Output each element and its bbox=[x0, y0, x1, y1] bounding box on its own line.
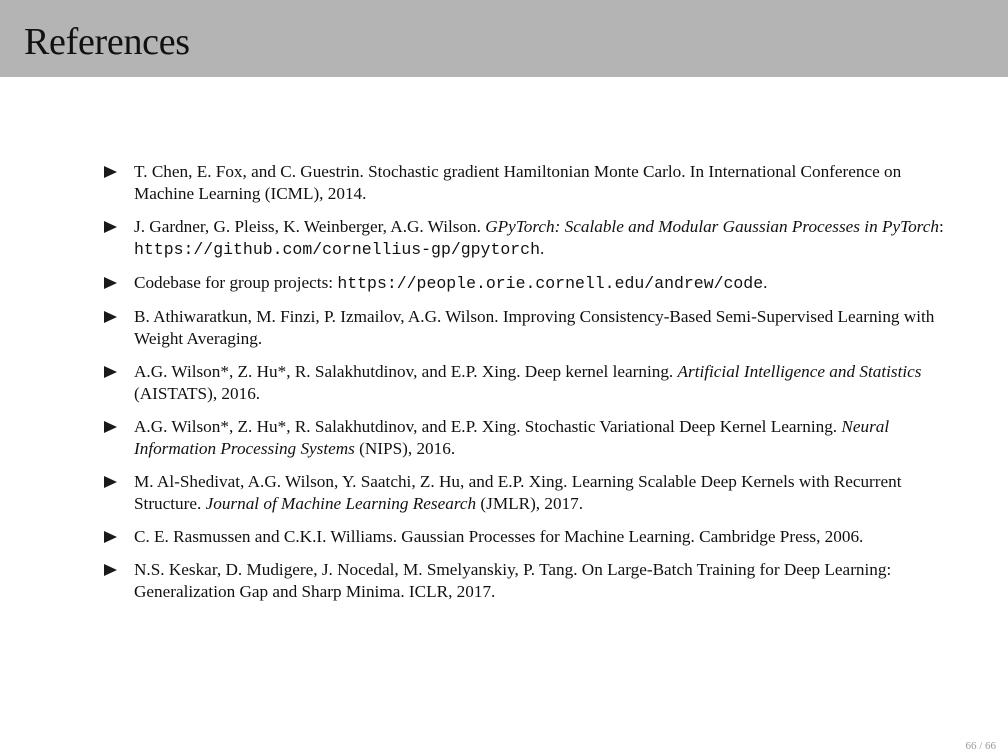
reference-segment: (JMLR), 2017. bbox=[476, 494, 584, 513]
reference-text bbox=[134, 217, 944, 258]
reference-url: https://github.com/cornellius-gp/gpytorch bbox=[134, 240, 540, 259]
bullet-triangle-icon bbox=[104, 311, 117, 323]
reference-text bbox=[134, 307, 934, 348]
reference-segment: A.G. Wilson*, Z. Hu*, R. Salakhutdinov, and E.P. Xing. Stochastic Variational Deep Kernel Learning. bbox=[134, 417, 842, 436]
reference-item bbox=[104, 471, 944, 515]
bullet-triangle-icon bbox=[104, 221, 117, 233]
bullet-triangle-icon bbox=[104, 166, 117, 178]
reference-item bbox=[104, 272, 944, 295]
reference-segment: M. Al-Shedivat, A.G. Wilson, Y. Saatchi, Z. Hu, and E.P. Xing. Learning Scalable Deep Kernels with Recurrent Structure. bbox=[134, 472, 902, 513]
reference-segment: . bbox=[539, 239, 545, 258]
reference-item bbox=[104, 416, 944, 460]
reference-segment: : bbox=[938, 217, 944, 236]
reference-venue-italic: Journal of Machine Learning Research bbox=[205, 494, 477, 513]
reference-venue-italic: Neural Information Processing Systems bbox=[134, 417, 890, 458]
bullet-triangle-icon bbox=[104, 277, 117, 289]
reference-segment: C. E. Rasmussen and C.K.I. Williams. Gaussian Processes for Machine Learning. Cambridge Press, 2006. bbox=[134, 527, 864, 546]
reference-text bbox=[134, 417, 889, 458]
bullet-triangle-icon bbox=[104, 421, 117, 433]
reference-item bbox=[104, 526, 944, 548]
reference-text bbox=[134, 362, 921, 403]
reference-segment: N.S. Keskar, D. Mudigere, J. Nocedal, M. Smelyanskiy, P. Tang. On Large-Batch Training for Deep Learning: Generalization Gap and Sharp Minima. ICLR, 2017. bbox=[134, 560, 892, 601]
reference-segment: (AISTATS), 2016. bbox=[134, 384, 261, 403]
reference-segment: T. Chen, E. Fox, and C. Guestrin. Stochastic gradient Hamiltonian Monte Carlo. In International Conference on Machine Learning (ICML), 2014. bbox=[134, 162, 902, 203]
title-bar bbox=[0, 0, 1008, 77]
reference-text bbox=[134, 162, 901, 203]
reference-item bbox=[104, 306, 944, 350]
bullet-triangle-icon bbox=[104, 531, 117, 543]
bullet-triangle-icon bbox=[104, 476, 117, 488]
reference-item bbox=[104, 216, 944, 261]
bullet-triangle-icon bbox=[104, 366, 117, 378]
page-title: References bbox=[24, 21, 190, 63]
bullet-triangle-icon bbox=[104, 564, 117, 576]
reference-text bbox=[134, 273, 767, 292]
reference-url: https://people.orie.cornell.edu/andrew/code bbox=[337, 274, 764, 293]
reference-venue-italic: Artificial Intelligence and Statistics bbox=[677, 362, 922, 381]
reference-segment: . bbox=[763, 273, 768, 292]
reference-segment: (NIPS), 2016. bbox=[354, 439, 456, 458]
reference-item bbox=[104, 361, 944, 405]
reference-item bbox=[104, 559, 944, 603]
reference-segment: J. Gardner, G. Pleiss, K. Weinberger, A.G. Wilson. bbox=[134, 217, 486, 236]
reference-list bbox=[104, 161, 944, 614]
reference-text bbox=[134, 560, 891, 601]
reference-segment: A.G. Wilson*, Z. Hu*, R. Salakhutdinov, and E.P. Xing. Deep kernel learning. bbox=[134, 362, 678, 381]
reference-item bbox=[104, 161, 944, 205]
reference-venue-italic: GPyTorch: Scalable and Modular Gaussian Processes in PyTorch bbox=[485, 217, 939, 236]
reference-text bbox=[134, 472, 902, 513]
reference-segment: Codebase for group projects: bbox=[134, 273, 338, 292]
reference-segment: B. Athiwaratkun, M. Finzi, P. Izmailov, A.G. Wilson. Improving Consistency-Based Semi-Supervised Learning with Weight Averaging. bbox=[134, 307, 935, 348]
reference-text bbox=[134, 527, 863, 546]
page-number: 66 / 66 bbox=[965, 740, 996, 752]
